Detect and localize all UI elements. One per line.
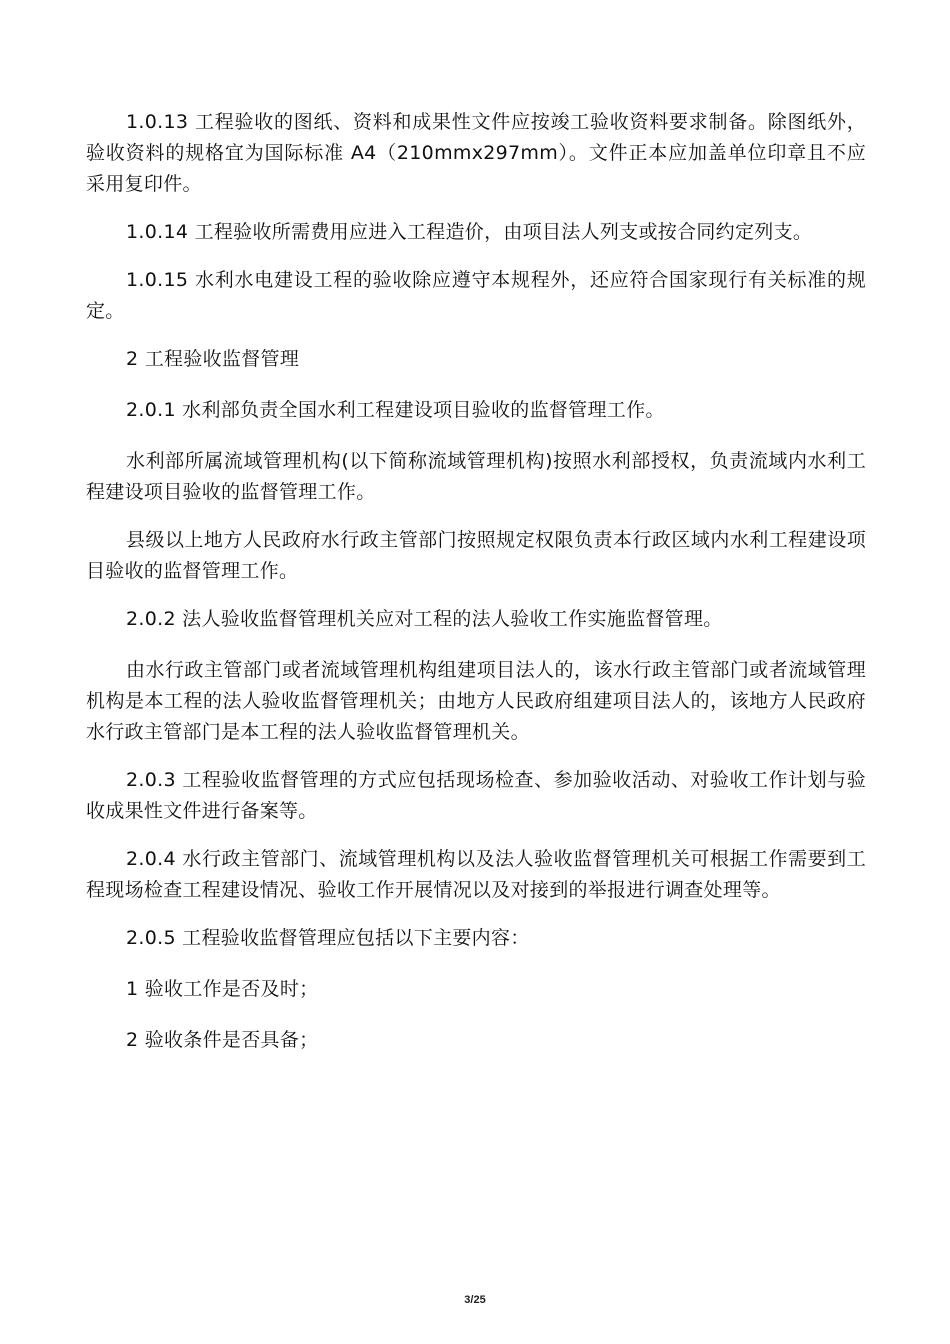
list-item-1: 1 验收工作是否及时；: [126, 978, 319, 1000]
section-heading: 2 工程验收监督管理: [126, 348, 300, 370]
document-body: [86, 107, 866, 1076]
paragraph-1-0-15: 1.0.15 水利水电建设工程的验收除应遵守本规程外，还应符合国家现行有关标准的规定。: [86, 269, 866, 322]
paragraph-2-0-1: 2.0.1 水利部负责全国水利工程建设项目验收的监督管理工作。: [126, 399, 665, 421]
paragraph-supervision-authority: 由水行政主管部门或者流域管理机构组建项目法人的，该水行政主管部门或者流域管理机构是本工程的法人验收监督管理机关；由地方人民政府组建项目法人的，该地方人民政府水行政主管部门是本工程的法人验收监督管理机关。: [86, 659, 866, 743]
paragraph-basin-agency: 水利部所属流域管理机构(以下简称流域管理机构)按照水利部授权，负责流域内水利工程建设项目验收的监督管理工作。: [86, 450, 866, 503]
page-number: 3/25: [464, 1294, 486, 1306]
paragraph-2-0-4: 2.0.4 水行政主管部门、流域管理机构以及法人验收监督管理机关可根据工作需要到工程现场检查工程建设情况、验收工作开展情况以及对接到的举报进行调查处理等。: [86, 848, 866, 901]
paragraph-2-0-5: 2.0.5 工程验收监督管理应包括以下主要内容：: [126, 927, 530, 949]
paragraph-1-0-13: 1.0.13 工程验收的图纸、资料和成果性文件应按竣工验收资料要求制备。除图纸外，验收资料的规格宜为国际标准 A4（210mmx297mm）。文件正本应加盖单位印章且不应采用复印件。: [86, 111, 866, 195]
paragraph-1-0-14: 1.0.14 工程验收所需费用应进入工程造价，由项目法人列支或按合同约定列支。: [126, 221, 813, 243]
list-item-2: 2 验收条件是否具备；: [126, 1029, 319, 1051]
paragraph-2-0-3: 2.0.3 工程验收监督管理的方式应包括现场检查、参加验收活动、对验收工作计划与验收成果性文件进行备案等。: [86, 769, 866, 822]
paragraph-2-0-2: 2.0.2 法人验收监督管理机关应对工程的法人验收工作实施监督管理。: [126, 608, 723, 630]
paragraph-local-government: 县级以上地方人民政府水行政主管部门按照规定权限负责本行政区域内水利工程建设项目验收的监督管理工作。: [86, 529, 866, 582]
